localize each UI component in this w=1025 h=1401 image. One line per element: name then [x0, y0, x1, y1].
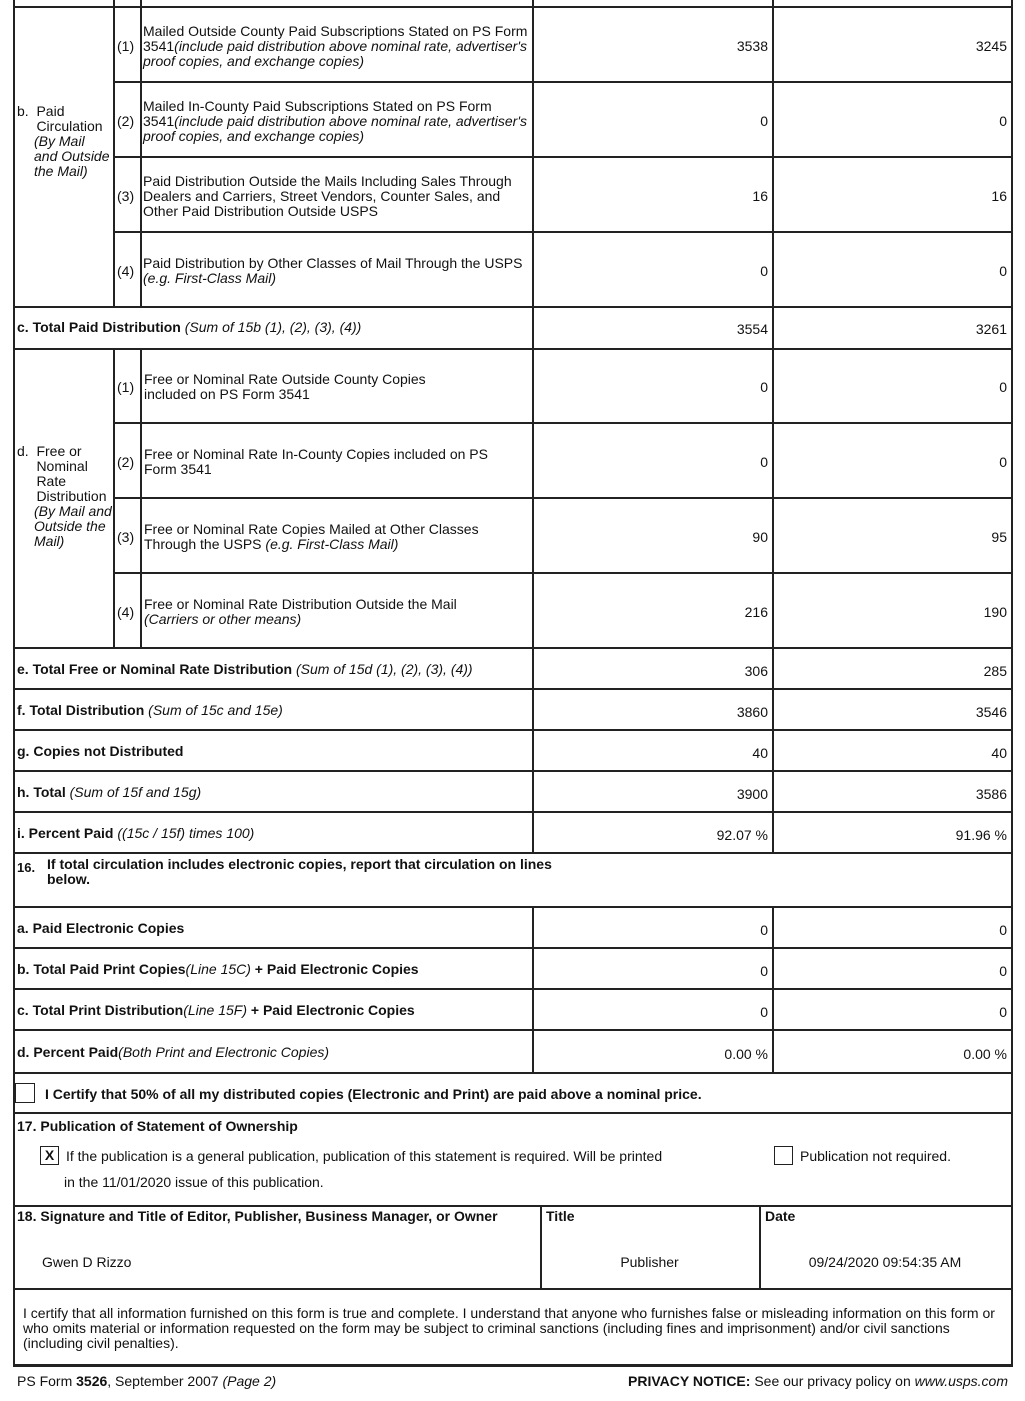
- paid-row-2-avg: 0: [760, 113, 768, 129]
- paid-circulation-label-full: b. Paid Circulation (By Mail and Outside the Mail): [17, 103, 110, 179]
- summary-row-f-avg: 3860: [736, 704, 768, 720]
- paid-row-1-text: Mailed Outside County Paid Subscriptions Stated on PS Form 3541(include paid distribution above nominal rate, advertiser's proof copies, and exchange copies): [143, 23, 528, 69]
- summary-row-g-avg: 40: [752, 745, 768, 761]
- total-paid-single: 3261: [975, 321, 1007, 337]
- paid-row-3-text: Paid Distribution Outside the Mails Including Sales Through Dealers and Carriers, Street Vendors, Counter Sales, and Other Paid Distribution Outside USPS: [143, 173, 512, 219]
- paid-row-4-single: 0: [999, 263, 1007, 279]
- paid-row-4-num: (4): [117, 263, 135, 279]
- free-row-2-avg: 0: [760, 454, 768, 470]
- summary-row-e: e. Total Free or Nominal Rate Distribution (Sum of 15d (1), (2), (3), (4)): [17, 661, 473, 677]
- free-row-3-avg: 90: [752, 529, 768, 545]
- certify50-text: I Certify that 50% of all my distributed copies (Electronic and Print) are paid above a nominal price.: [45, 1086, 702, 1102]
- summary-row-g-single: 40: [991, 745, 1007, 761]
- summary-row-f: f. Total Distribution (Sum of 15c and 15e): [17, 702, 283, 718]
- publication-not-required-text: Publication not required.: [800, 1148, 951, 1164]
- free-row-2-single: 0: [999, 454, 1007, 470]
- paid-row-2-single: 0: [999, 113, 1007, 129]
- s16-row-d: d. Percent Paid(Both Print and Electronic Copies): [17, 1044, 330, 1060]
- section17-heading: 17. Publication of Statement of Ownership: [17, 1118, 298, 1134]
- free-distribution-label-layout: d. Free or Nominal Rate Distribution (By Mail and Outside the Mail): [17, 443, 112, 549]
- s16-row-c-single: 0: [999, 1004, 1007, 1020]
- free-row-2-num: (2): [117, 454, 135, 470]
- free-row-2-text: Free or Nominal Rate In-County Copies included on PS Form 3541: [144, 446, 488, 477]
- s16-row-d-single: 0.00 %: [963, 1046, 1007, 1062]
- paid-row-2-num: (2): [117, 113, 135, 129]
- s16-row-b-single: 0: [999, 963, 1007, 979]
- section16-number: 16.: [17, 860, 36, 875]
- paid-row-3-avg: 16: [752, 188, 768, 204]
- summary-row-h-avg: 3900: [736, 786, 768, 802]
- signer-title: Publisher: [620, 1254, 679, 1270]
- summary-row-h-single: 3586: [975, 786, 1007, 802]
- s16-row-b-avg: 0: [760, 963, 768, 979]
- s16-row-a-avg: 0: [760, 922, 768, 938]
- free-row-1-single: 0: [999, 379, 1007, 395]
- free-row-3-single: 95: [991, 529, 1007, 545]
- date-header: Date: [765, 1208, 796, 1224]
- s16-row-d-avg: 0.00 %: [724, 1046, 768, 1062]
- free-row-1-text: Free or Nominal Rate Outside County Copies included on PS Form 3541: [144, 371, 426, 402]
- summary-row-h: h. Total (Sum of 15f and 15g): [17, 784, 202, 800]
- free-row-1-avg: 0: [760, 379, 768, 395]
- paid-row-4-avg: 0: [760, 263, 768, 279]
- free-row-1-num: (1): [117, 379, 135, 395]
- summary-row-g: g. Copies not Distributed: [17, 743, 184, 759]
- s16-row-a: a. Paid Electronic Copies: [17, 920, 185, 936]
- paid-row-3-single: 16: [991, 188, 1007, 204]
- publication-not-required-checkbox[interactable]: [774, 1146, 793, 1165]
- s16-row-b: b. Total Paid Print Copies(Line 15C) + Paid Electronic Copies: [17, 961, 419, 977]
- free-row-3-text: Free or Nominal Rate Copies Mailed at Other Classes Through the USPS (e.g. First-Class Mail): [144, 521, 479, 552]
- paid-row-1-single: 3245: [975, 38, 1007, 54]
- paid-row-1-num: (1): [117, 38, 135, 54]
- paid-row-1-avg: 3538: [736, 38, 768, 54]
- summary-row-f-single: 3546: [975, 704, 1007, 720]
- summary-row-e-single: 285: [983, 663, 1007, 679]
- form-footer: PS Form 3526, September 2007 (Page 2): [17, 1373, 277, 1389]
- section16-heading: If total circulation includes electronic copies, report that circulation on lines below.: [47, 856, 552, 887]
- total-paid-label: c. Total Paid Distribution (Sum of 15b (1), (2), (3), (4)): [17, 319, 362, 335]
- total-paid-avg: 3554: [736, 321, 768, 337]
- privacy-notice: PRIVACY NOTICE: See our privacy policy on www.usps.com: [628, 1373, 1008, 1389]
- signature-date: 09/24/2020 09:54:35 AM: [808, 1254, 962, 1270]
- publication-issue-text: in the 11/01/2020 issue of this publication.: [64, 1174, 324, 1190]
- title-header: Title: [546, 1208, 575, 1224]
- privacy-link[interactable]: www.usps.com: [914, 1373, 1008, 1389]
- paid-row-4-text: Paid Distribution by Other Classes of Mail Through the USPS (e.g. First-Class Mail): [143, 255, 523, 286]
- publication-required-text: If the publication is a general publication, publication of this statement is required. Will be printed: [66, 1148, 663, 1164]
- summary-row-e-avg: 306: [744, 663, 768, 679]
- free-row-4-avg: 216: [744, 604, 768, 620]
- paid-row-2-text: Mailed In-County Paid Subscriptions Stated on PS Form 3541(include paid distribution above nominal rate, advertiser's proof copies, and exchange copies): [143, 98, 528, 144]
- free-row-4-single: 190: [983, 604, 1007, 620]
- summary-row-i: i. Percent Paid ((15c / 15f) times 100): [17, 825, 255, 841]
- free-row-3-num: (3): [117, 529, 135, 545]
- s16-row-c-avg: 0: [760, 1004, 768, 1020]
- section18-heading: 18. Signature and Title of Editor, Publisher, Business Manager, or Owner: [17, 1208, 498, 1224]
- certification-text: I certify that all information furnished on this form is true and complete. I understand that anyone who furnishes false or misleading information on this form or who omits material or information requested on the form may be subject to criminal sanctions (including fines and imprisonment) and/or civil sanctions (including civil penalties).: [23, 1305, 995, 1351]
- free-row-4-num: (4): [117, 604, 135, 620]
- signer-name: Gwen D Rizzo: [42, 1254, 132, 1270]
- summary-row-i-single: 91.96 %: [955, 827, 1007, 843]
- paid-row-3-num: (3): [117, 188, 135, 204]
- publication-required-checkbox[interactable]: X: [40, 1146, 59, 1165]
- certify50-checkbox[interactable]: [15, 1083, 35, 1103]
- summary-row-i-avg: 92.07 %: [716, 827, 768, 843]
- free-row-4-text: Free or Nominal Rate Distribution Outside the Mail (Carriers or other means): [144, 596, 457, 627]
- s16-row-c: c. Total Print Distribution(Line 15F) + Paid Electronic Copies: [17, 1002, 415, 1018]
- s16-row-a-single: 0: [999, 922, 1007, 938]
